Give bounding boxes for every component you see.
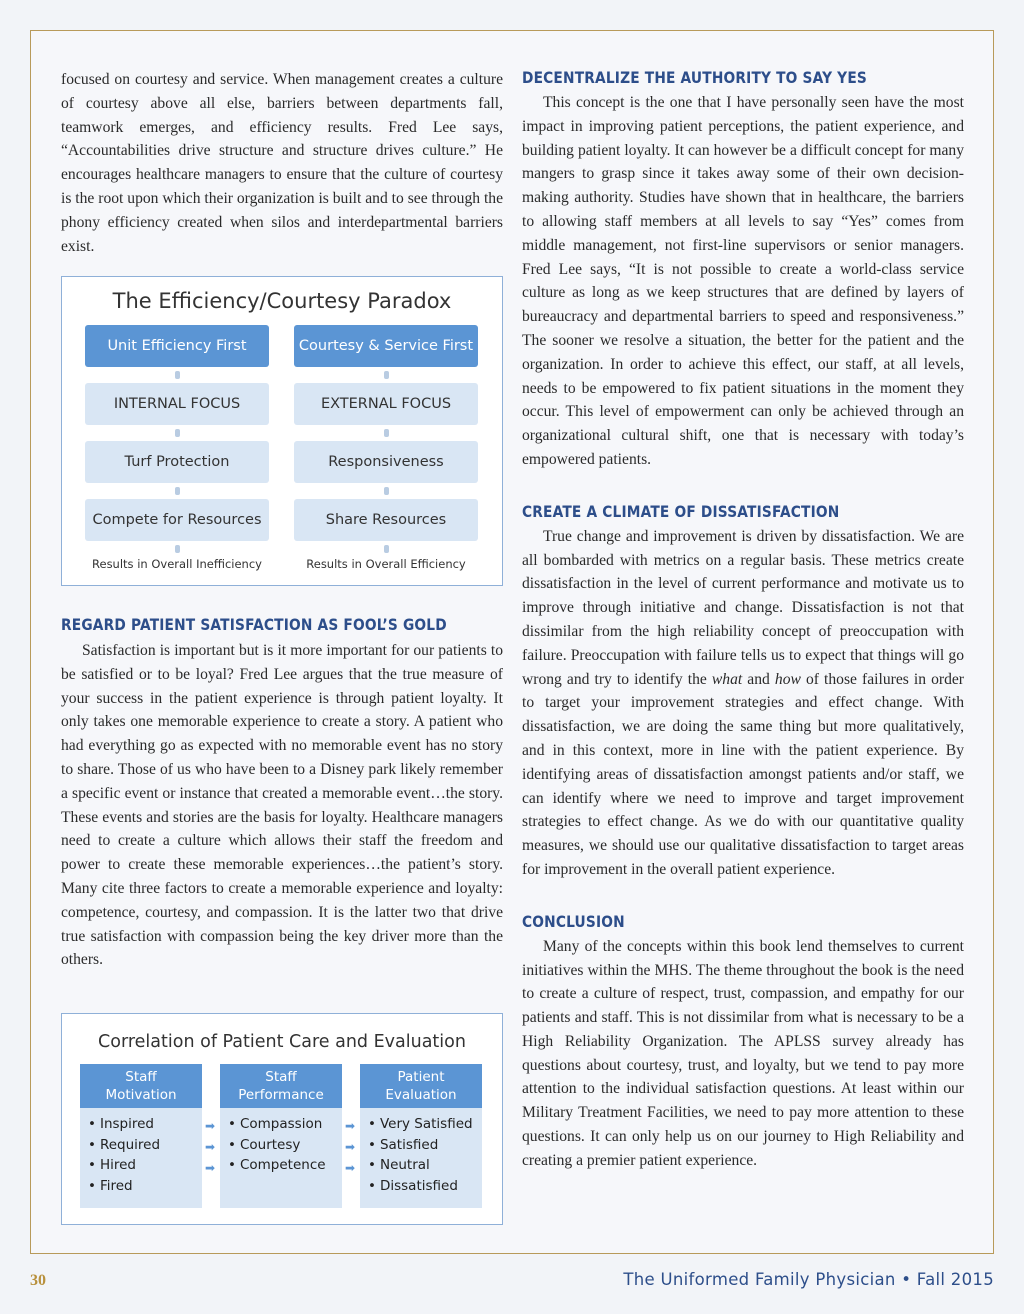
connector [175,487,180,495]
list-item: • Very Satisfied [368,1114,482,1135]
section-body: This concept is the one that I have personally seen have the most impact in improving patient perceptions, the patient experience, and building patient loyalty. It can however be a difficult concept for many mangers to grasp since it takes away some of their own decision-making authority. Studies have shown that in healthcare, the barriers to allowing staff members at all levels to say “Yes” comes from middle management, not first-line supervisors or senior managers. Fred Lee says, “It is not possible to create a world-class service culture as long as we keep structures that are defined by layers of bureaucracy and departmental barriers to speed and responsiveness.” The sooner we resolve a situation, the better for the patient and the organization. In order to achieve this effect, our staff, at all levels, needs to be empowered to fix patient situations in the moment they occur. This level of empowerment can only be achieved through an organizational cultural shift, one that is necessary with today’s empowered patients. [522,94,964,468]
list-item: • Required [88,1135,202,1156]
column-header-line: Staff [125,1069,157,1085]
connector [384,371,389,379]
right-column [522,66,964,1173]
paradox-left-box: Compete for Resources [85,499,269,541]
paradox-left-box: Turf Protection [85,441,269,483]
paradox-right-box: Responsiveness [294,441,478,483]
arrow-right-icon: ➡ [345,1161,356,1175]
column-header-line: Evaluation [385,1087,457,1103]
body-text: and [742,670,775,688]
figure-title: Correlation of Patient Care and Evaluation [98,1032,466,1052]
body-italic: how [774,670,801,688]
arrow-right-icon: ➡ [205,1140,216,1154]
intro-paragraph: focused on courtesy and service. When management creates a culture of courtesy above all else, barriers between departments fall, teamwork emerges, and efficiency results. Fred Lee says, “Accountabilities drive structure and structure drives culture.” He encourages healthcare managers to ensure that the culture of courtesy is the root upon which their organization is built and to see through the phony efficiency created when silos and interdepartmental barriers exist. [61,71,503,255]
connector [175,371,180,379]
column-header-line: Performance [238,1087,324,1103]
correlation-column-patient-evaluation [360,1064,482,1208]
arrow-right-icon: ➡ [205,1161,216,1175]
connector [384,545,389,553]
arrow-right-icon: ➡ [345,1140,356,1154]
list-item: • Courtesy [228,1135,342,1156]
correlation-figure [61,1013,503,1225]
section-heading: REGARD PATIENT SATISFACTION AS FOOL’S GOLD [61,615,447,634]
body-italic: what [711,670,743,688]
paradox-left-box: Unit Efficiency First [85,325,269,367]
paradox-right-result: Results in Overall Efficiency [306,557,466,571]
paradox-right-box: Share Resources [294,499,478,541]
paradox-right-box: EXTERNAL FOCUS [294,383,478,425]
page-number: 30 [30,1272,46,1289]
arrow-right-icon: ➡ [345,1119,356,1133]
body-text: of those failures in order to target your improvement strategies and effect change. With dissatisfaction, we are doing the same thing but more qualitatively, and in this context, more in line with the patient experience. By identifying areas of dissatisfaction amongst patients and/or staff, we can identify where we need to improve and target improvement strategies to effect change. As we do with our quantitative quality measures, we should use our qualitative dissatisfaction to target areas for improvement in the overall patient experience. [522,670,965,878]
section-body: Satisfaction is important but is it more important for our patients to be satisfied or to be loyal? Fred Lee argues that the true measure of your success in the patient experience is through patient loyalty. It only takes one memorable experience to create a story. A patient who had everything go as expected with no memorable event has no story to share. Those of us who have been to a Disney park likely remember a specific event or instance that created a memorable event…the story. These events and stories are the basis for loyalty. Healthcare managers need to create a culture which allows their staff the freedom and power to create these memorable experiences…the patient’s story. Many cite three factors to create a memorable experience and loyalty: competence, courtesy, and compassion. It is the latter two that drive true satisfaction with compassion being the key driver more than the others. [61,642,503,969]
list-item: • Hired [88,1155,202,1176]
section-heading: DECENTRALIZE THE AUTHORITY TO SAY YES [522,68,867,87]
list-item: • Fired [88,1176,202,1197]
arrow-right-icon: ➡ [205,1119,216,1133]
section-fools-gold [61,613,503,972]
connector [175,429,180,437]
paradox-left-box: INTERNAL FOCUS [85,383,269,425]
connector [384,429,389,437]
publication-title: The Uniformed Family Physician • Fall 2015 [623,1270,994,1289]
section-heading: CONCLUSION [522,911,625,931]
section-heading: CREATE A CLIMATE OF DISSATISFACTION [522,501,840,521]
column-header [80,1064,202,1108]
column-header [360,1064,482,1108]
list-item: • Competence [228,1155,342,1176]
left-intro [61,68,503,258]
section-body: Many of the concepts within this book lend themselves to current initiatives within the MHS. The theme throughout the book is the need to create a culture of respect, trust, compassion, and empathy for our patients and staff. This is not dissimilar from what is necessary to be a High Reliability Organization. The APLSS survey already has questions about courtesy, trust, and loyalty, but we tend to pay more attention to the individual satisfaction questions. At least within our Military Treatment Facilities, we need to pay more attention to these questions. It can only help us on our journey to High Reliability and creating a premier patient experience. [522,937,964,1169]
paradox-right-box: Courtesy & Service First [294,325,478,367]
correlation-column-staff-performance [220,1064,342,1208]
body-text: True change and improvement is driven by dissatisfaction. We are all bombarded with metrics on a regular basis. These metrics create dissatisfaction in the level of current performance and motivate us to improve through initiative and change. Dissatisfaction is not that dissimilar from the high reliability concept of preoccupation with failure. Preoccupation with failure tells us to expect that things will go wrong and try to identify the [522,527,964,688]
list-item: • Compassion [228,1114,342,1135]
connector [384,487,389,495]
connector [175,545,180,553]
paradox-left-result: Results in Overall Inefficiency [92,557,262,571]
column-header-line: Patient [397,1069,445,1085]
column-header [220,1064,342,1108]
section-body [522,525,964,882]
column-header-line: Staff [265,1069,297,1085]
correlation-column-staff-motivation [80,1064,202,1208]
column-header-line: Motivation [105,1087,177,1103]
efficiency-courtesy-paradox-figure [61,276,503,586]
list-item: • Inspired [88,1114,202,1135]
list-item: • Dissatisfied [368,1176,482,1197]
list-item: • Neutral [368,1155,482,1176]
figure-title: The Efficiency/Courtesy Paradox [112,289,452,313]
list-item: • Satisfied [368,1135,482,1156]
